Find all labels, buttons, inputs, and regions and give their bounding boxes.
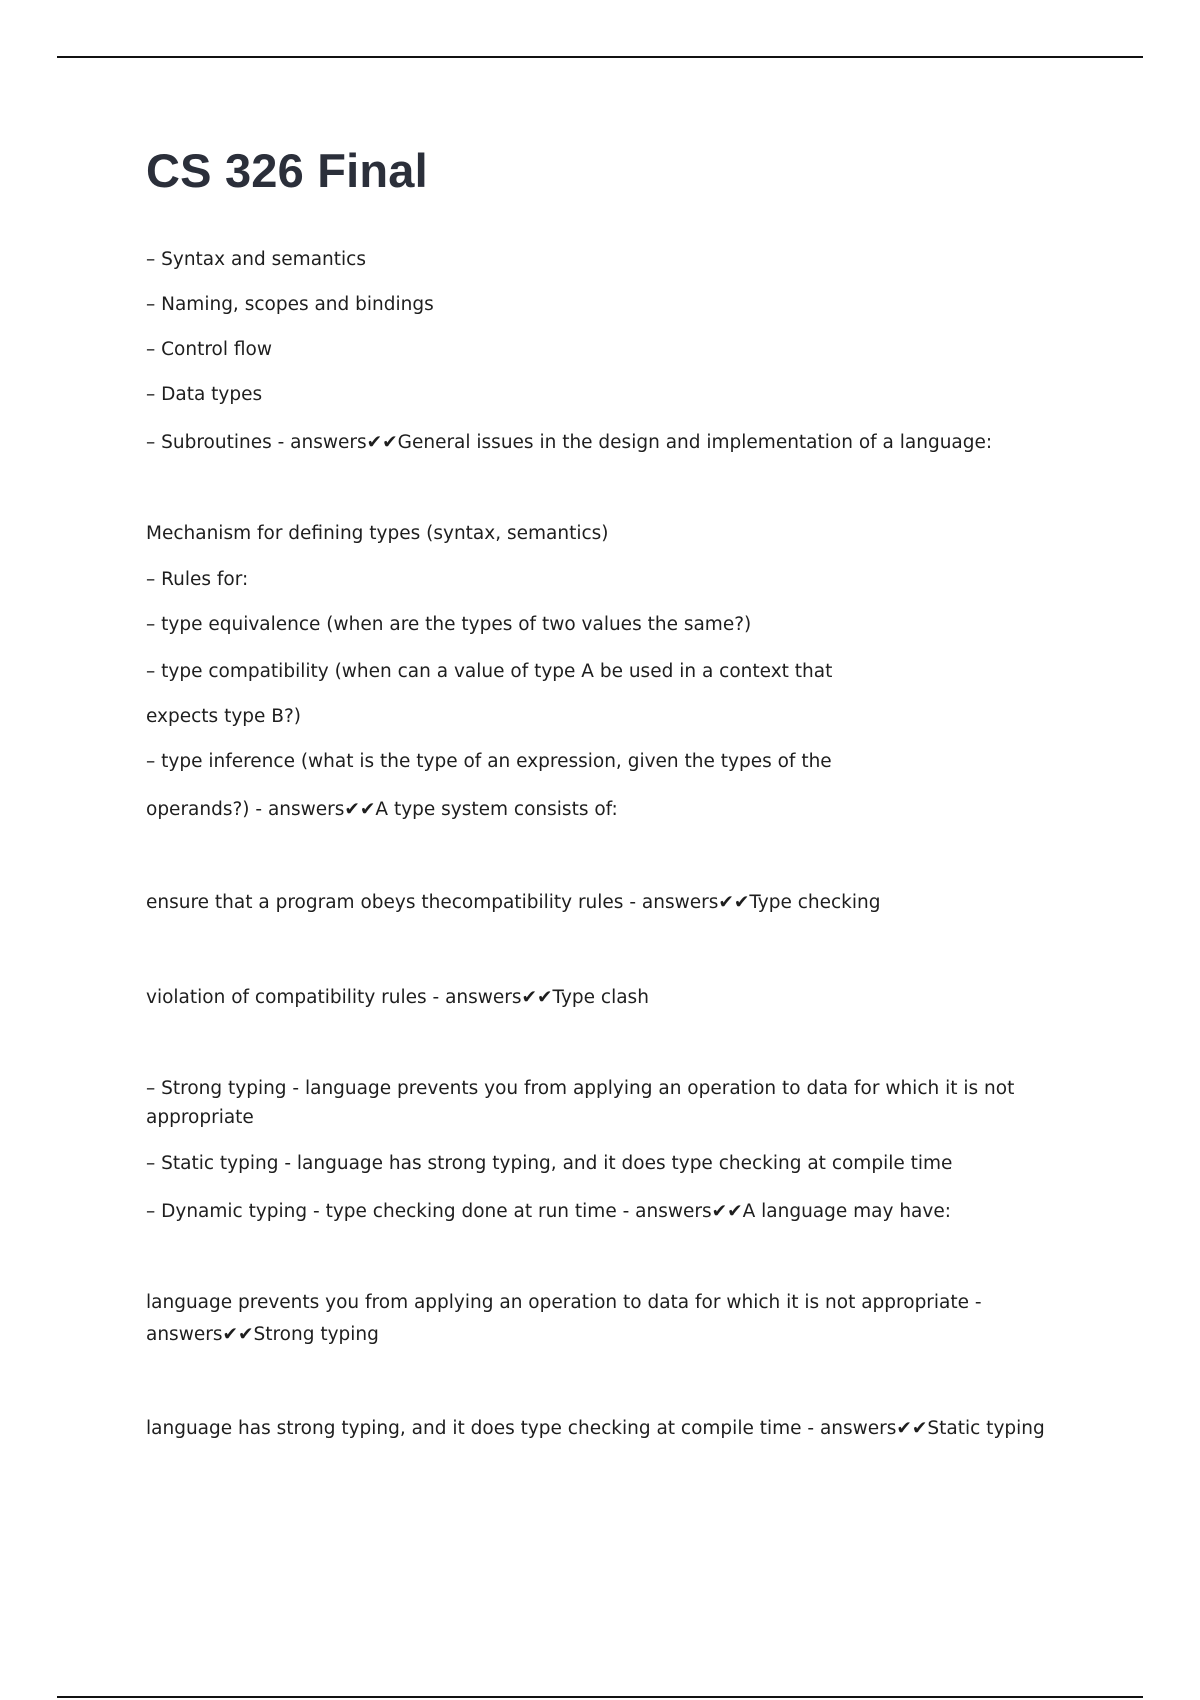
text-line: – type compatibility (when can a value of type A be used in a context that (146, 661, 833, 682)
text-line: expects type B?) (146, 706, 302, 727)
text-line: – Rules for: (146, 569, 249, 590)
text-line: answers✔✔Strong typing (146, 1324, 379, 1345)
text-line: – Control flow (146, 339, 272, 360)
text-line: – Dynamic typing - type checking done at run time - answers✔✔A language may have: (146, 1201, 951, 1222)
text-line: Mechanism for defining types (syntax, semantics) (146, 523, 609, 544)
text-line: violation of compatibility rules - answers✔✔Type clash (146, 987, 649, 1008)
bottom-rule (57, 1696, 1143, 1698)
page-title: CS 326 Final (146, 144, 428, 197)
text-line: appropriate (146, 1107, 254, 1128)
text-line: – Syntax and semantics (146, 249, 366, 270)
text-line: – Strong typing - language prevents you from applying an operation to data for which it is not (146, 1078, 1015, 1099)
text-line: – Data types (146, 384, 263, 405)
text-line: operands?) - answers✔✔A type system consists of: (146, 799, 618, 820)
text-line: – Naming, scopes and bindings (146, 294, 434, 315)
text-line: language has strong typing, and it does type checking at compile time - answers✔✔Static typing (146, 1418, 1045, 1439)
text-line: – type equivalence (when are the types of two values the same?) (146, 614, 752, 635)
text-line: – Subroutines - answers✔✔General issues in the design and implementation of a language: (146, 432, 993, 453)
text-line: – Static typing - language has strong typing, and it does type checking at compile time (146, 1153, 953, 1174)
text-line: ensure that a program obeys thecompatibility rules - answers✔✔Type checking (146, 892, 881, 913)
text-line: language prevents you from applying an operation to data for which it is not appropriate - (146, 1292, 982, 1313)
text-line: – type inference (what is the type of an expression, given the types of the (146, 751, 832, 772)
top-rule (57, 56, 1143, 58)
